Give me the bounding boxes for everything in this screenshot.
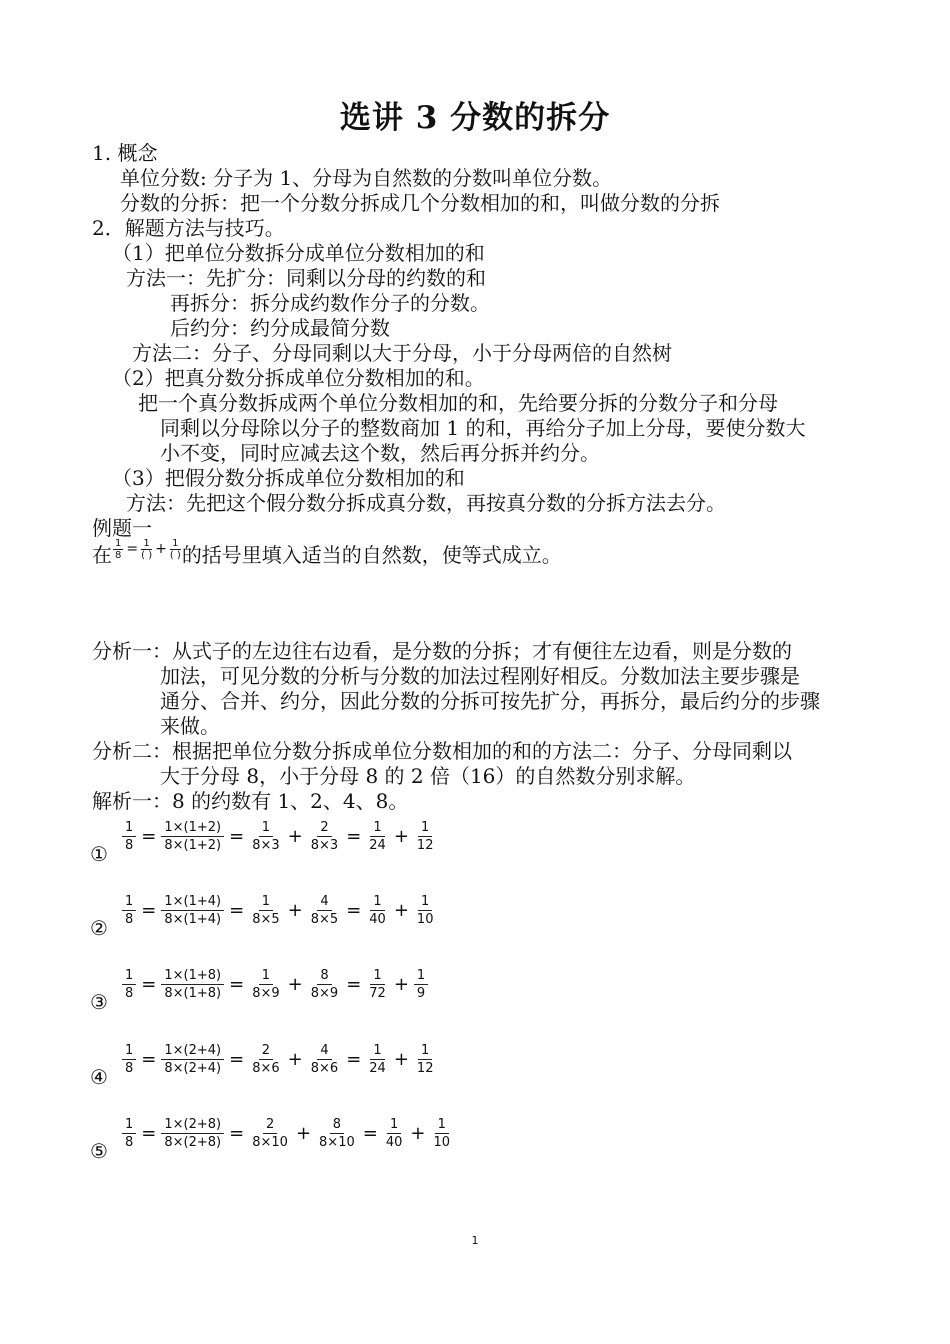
fraction-numerator: 1 (418, 1043, 432, 1060)
analysis-2-line-1: 分析二：根据把单位分数分拆成单位分数相加的和的方法二：分子、分母同剩以 (92, 739, 792, 763)
fraction-denominator: 8 (125, 986, 134, 1001)
fraction (122, 968, 136, 1001)
fraction-denominator: 8 (125, 912, 134, 927)
fraction (161, 968, 224, 1001)
fraction-denominator: 24 (369, 1061, 386, 1076)
fraction (122, 820, 136, 853)
equals-sign: = (346, 974, 362, 995)
fraction-denominator: 8×(2+4) (164, 1061, 222, 1076)
fraction-denominator: 8×(2+8) (164, 1135, 222, 1150)
fraction-denominator: 8×5 (310, 912, 339, 927)
equals-sign: = (229, 1049, 245, 1070)
fraction-denominator: 8×6 (310, 1061, 339, 1076)
solution-1-intro: 解析一：8 的约数有 1、2、4、8。 (92, 789, 409, 813)
method-part-2-line-2: 同剩以分母除以分子的整数商加 1 的和，再给分子加上分母，要使分数大 (160, 416, 806, 440)
fraction-denominator: 40 (369, 912, 386, 927)
equals-sign: = (141, 900, 157, 921)
equals-sign: = (229, 974, 245, 995)
method-part-3: （3）把假分数分拆成单位分数相加的和 (112, 466, 465, 490)
method-2: 方法二：分子、分母同剩以大于分母，小于分母两倍的自然树 (132, 341, 672, 365)
method-part-2: （2）把真分数分拆成单位分数相加的和。 (112, 366, 485, 390)
fraction (249, 1117, 291, 1150)
fraction-denominator: 10 (416, 912, 434, 927)
fraction-denominator: 24 (369, 838, 386, 853)
fraction (308, 968, 341, 1001)
fraction-denominator: 8 (125, 1061, 134, 1076)
fraction-numerator: 1 (122, 1043, 136, 1060)
fraction (249, 820, 282, 853)
fraction (161, 1043, 224, 1076)
plus-sign: + (393, 900, 409, 921)
fraction-denominator: 8×9 (310, 986, 339, 1001)
fraction-denominator: 8×9 (252, 986, 280, 1001)
fraction (161, 894, 224, 927)
fraction-numerator: 2 (259, 1043, 273, 1060)
fraction-denominator: 8 (125, 1135, 134, 1150)
page-title: 选讲 3 分数的拆分 (339, 100, 611, 136)
fraction-numerator: 1×(1+4) (161, 894, 224, 911)
fraction-numerator: 1 (259, 820, 273, 837)
fraction (308, 894, 341, 927)
solution-marker: ② (90, 916, 108, 940)
plus-sign: + (155, 541, 167, 557)
fraction-numerator: 4 (317, 894, 331, 911)
equals-sign: = (229, 1123, 245, 1144)
fraction (249, 968, 282, 1001)
solution-marker: ⑤ (90, 1139, 108, 1163)
solution-equation (120, 820, 438, 853)
equals-sign: = (346, 826, 362, 847)
fraction-numerator: 1 (122, 894, 136, 911)
fraction-numerator: 1 (122, 820, 136, 837)
fraction-denominator: 8 (125, 838, 134, 853)
analysis-1-line-2: 加法，可见分数的分析与分数的加法过程刚好相反。分数加法主要步骤是 (160, 664, 800, 688)
fraction-numerator: 8 (330, 1117, 344, 1134)
equals-sign: = (141, 1049, 157, 1070)
method-part-3-text: 方法：先把这个假分数分拆成真分数，再按真分数的分拆方法去分。 (126, 491, 726, 515)
solution-equation (120, 1043, 438, 1076)
fraction (414, 894, 437, 927)
plus-sign: + (410, 1123, 426, 1144)
fraction-denominator: 12 (416, 1061, 434, 1076)
fraction (414, 968, 428, 1001)
plus-sign: + (287, 1049, 303, 1070)
fraction (316, 1117, 358, 1150)
fraction (366, 894, 389, 927)
fraction-denominator: 9 (416, 986, 426, 1001)
fraction (414, 820, 437, 853)
fraction-numerator: 1×(1+2) (161, 820, 224, 837)
fraction-numerator: 1 (370, 894, 384, 911)
plus-sign: + (287, 900, 303, 921)
equals-sign: = (346, 1049, 362, 1070)
fraction (122, 1117, 136, 1150)
method-1-step-c: 后约分：约分成最简分数 (170, 316, 390, 340)
fraction-split-definition: 分数的分拆：把一个分数分拆成几个分数相加的和，叫做分数的分拆 (120, 191, 720, 215)
equals-sign: = (346, 900, 362, 921)
equals-sign: = (229, 900, 245, 921)
fraction-denominator: 8×10 (252, 1135, 288, 1150)
fraction-numerator: 1 (370, 968, 384, 985)
fraction-numerator: 1 (259, 968, 273, 985)
page-number: 1 (471, 1234, 479, 1247)
fraction-denominator: 72 (369, 986, 386, 1001)
fraction-denominator: 8×(1+4) (164, 912, 222, 927)
solution-equation (120, 968, 430, 1001)
method-part-1: （1）把单位分数拆分成单位分数相加的和 (112, 241, 485, 265)
analysis-1-line-1: 分析一：从式子的左边往右边看，是分数的分拆；才有便往左边看，则是分数的 (92, 639, 792, 663)
fraction-denominator: 10 (433, 1135, 451, 1150)
solution-marker: ④ (90, 1065, 108, 1089)
fraction-numerator: 1 (122, 968, 136, 985)
solution-marker: ③ (90, 990, 108, 1014)
plus-sign: + (287, 826, 303, 847)
solution-equation (120, 1117, 455, 1150)
solution-marker: ① (90, 842, 108, 866)
fraction (430, 1117, 453, 1150)
method-1-step-b: 再拆分：拆分成约数作分子的分数。 (170, 291, 490, 315)
fraction (161, 820, 224, 853)
plus-sign: + (393, 826, 409, 847)
concept-heading: 1. 概念 (92, 141, 158, 165)
fraction (122, 1043, 136, 1076)
analysis-2-line-2: 大于分母 8，小于分母 8 的 2 倍（16）的自然数分别求解。 (160, 764, 696, 788)
example-equation (112, 537, 182, 562)
method-1-step-a: 方法一：先扩分：同剩以分母的约数的和 (126, 266, 486, 290)
fraction-denominator: 40 (385, 1135, 403, 1150)
unit-fraction-definition: 单位分数: 分子为 1、分母为自然数的分数叫单位分数。 (120, 166, 613, 190)
fraction-denominator: 8×3 (310, 838, 339, 853)
equals-sign: = (141, 826, 157, 847)
equals-sign: = (141, 1123, 157, 1144)
fraction (366, 968, 389, 1001)
fraction-denominator: 12 (416, 838, 434, 853)
example-heading: 例题一 (92, 516, 152, 540)
fraction (308, 820, 341, 853)
fraction-denominator: 8×(1+2) (164, 838, 222, 853)
fraction-numerator: 2 (263, 1117, 277, 1134)
fraction (414, 1043, 437, 1076)
fraction-numerator: 1 (370, 1043, 384, 1060)
fraction (122, 894, 136, 927)
fraction-numerator: 1 (435, 1117, 449, 1134)
fraction-blank: $\frac{1}{( )}$ (141, 538, 153, 561)
fraction-numerator: 4 (317, 1043, 331, 1060)
methods-heading: 2．解题方法与技巧。 (92, 216, 285, 240)
fraction-numerator: 8 (317, 968, 331, 985)
plus-sign: + (287, 974, 303, 995)
example-question (92, 538, 562, 568)
fraction: $\frac{1}{8}$ (115, 538, 122, 561)
fraction-numerator: 1 (370, 820, 384, 837)
plus-sign: + (295, 1123, 312, 1144)
fraction-denominator: 8×(1+8) (164, 986, 222, 1001)
plus-sign: + (393, 974, 409, 995)
method-part-2-line-1: 把一个真分数拆成两个单位分数相加的和，先给要分拆的分数分子和分母 (138, 391, 778, 415)
analysis-1-line-3: 通分、合并、约分，因此分数的分拆可按先扩分，再拆分，最后约分的步骤 (160, 689, 820, 713)
fraction-numerator: 1 (418, 820, 432, 837)
fraction-numerator: 1 (418, 894, 432, 911)
fraction-numerator: 2 (317, 820, 331, 837)
equals-sign: = (141, 974, 157, 995)
fraction (366, 1043, 389, 1076)
solution-equation (120, 894, 438, 927)
fraction-numerator: 1 (387, 1117, 401, 1134)
fraction (366, 820, 389, 853)
fraction-numerator: 1×(2+8) (161, 1117, 224, 1134)
fraction (249, 894, 282, 927)
fraction-numerator: 1 (414, 968, 428, 985)
fraction-blank: $\frac{1}{( )}$ (169, 538, 181, 561)
fraction-denominator: 8×6 (252, 1061, 280, 1076)
example-suffix: 的括号里填入适当的自然数，使等式成立。 (181, 543, 562, 567)
fraction-denominator: 8×5 (252, 912, 280, 927)
plus-sign: + (393, 1049, 409, 1070)
fraction-numerator: 1×(2+4) (161, 1043, 224, 1060)
fraction-denominator: 8×3 (252, 838, 280, 853)
equals-sign: = (362, 1123, 378, 1144)
fraction (249, 1043, 282, 1076)
fraction (308, 1043, 341, 1076)
fraction (383, 1117, 406, 1150)
fraction-numerator: 1 (259, 894, 273, 911)
method-part-2-line-3: 小不变，同时应减去这个数，然后再分拆并约分。 (160, 441, 600, 465)
equals-sign: = (126, 541, 139, 557)
analysis-1-line-4: 来做。 (160, 714, 220, 738)
example-prefix: 在 (92, 543, 112, 567)
fraction-denominator: 8×10 (319, 1135, 355, 1150)
fraction-numerator: 1 (122, 1117, 136, 1134)
fraction (161, 1117, 224, 1150)
fraction-numerator: 1×(1+8) (161, 968, 224, 985)
equals-sign: = (229, 826, 245, 847)
